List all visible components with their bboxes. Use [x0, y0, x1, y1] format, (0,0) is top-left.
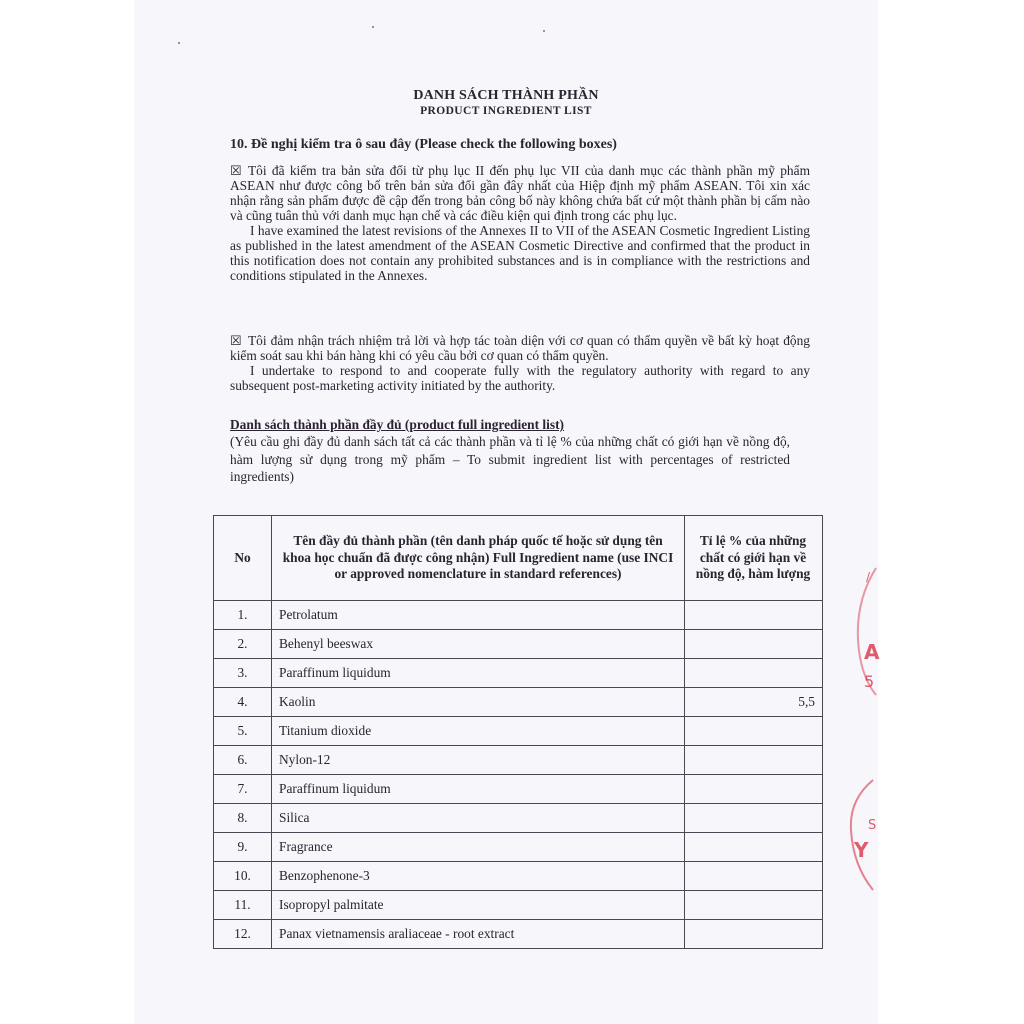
row-number: 12.: [214, 920, 272, 949]
ingredient-name: Silica: [272, 804, 685, 833]
row-number: 2.: [214, 630, 272, 659]
ingredient-percent: [685, 891, 823, 920]
ingredient-table: [213, 515, 823, 949]
table-row: [214, 717, 823, 746]
ingredient-percent: [685, 717, 823, 746]
ingredient-percent: [685, 804, 823, 833]
declaration-1-en: I have examined the latest revisions of the Annexes II to VII of the ASEAN Cosmetic Ingredient Listing as published in the latest amendment of the ASEAN Cosmetic Directive and confirmed that the product in this notification does not contain any prohibited substances and is in compliance with the restrictions and conditions stipulated in the Annexes.: [230, 223, 810, 283]
table-row: [214, 659, 823, 688]
scan-speck: [372, 26, 374, 28]
scan-speck: [543, 30, 545, 32]
col-header-name: Tên đầy đủ thành phần (tên danh pháp quốc tế hoặc sử dụng tên khoa học chuẩn đã được công nhận) Full Ingredient name (use INCI or approved nomenclature in standard references): [272, 516, 685, 601]
declaration-1-vi: Tôi đã kiểm tra bản sửa đổi từ phụ lục II đến phụ lục VII của danh mục các thành phần mỹ phẩm ASEAN như được công bố trên bản sửa đổi gần đây nhất của Hiệp định mỹ phẩm ASEAN. Tôi xin xác nhận rằng sản phẩm được đề cập đến trong bản công bố này không chứa bất cứ một thành phần bị cấm nào và cũng tuân thủ với danh mục hạn chế và các điều kiện qui định trong các phụ lục.: [230, 163, 810, 223]
ingredient-percent: [685, 659, 823, 688]
row-number: 10.: [214, 862, 272, 891]
table-row: [214, 630, 823, 659]
col-header-no: No: [214, 516, 272, 601]
table-row: [214, 891, 823, 920]
doc-title-vi: DANH SÁCH THÀNH PHẦN: [413, 88, 599, 103]
table-row: [214, 775, 823, 804]
checkbox-2[interactable]: ☒: [230, 333, 242, 348]
full-list-heading: Danh sách thành phần đầy đủ (product full ingredient list): [230, 417, 564, 432]
stamp-text: S: [868, 818, 877, 833]
ingredient-name: Nylon-12: [272, 746, 685, 775]
stamp-ring: [845, 770, 875, 900]
row-number: 11.: [214, 891, 272, 920]
table-row: [214, 601, 823, 630]
stamp-ring: [850, 560, 878, 700]
ingredient-name: Fragrance: [272, 833, 685, 862]
stamp-text: /: [866, 570, 871, 584]
ingredient-name: Paraffinum liquidum: [272, 659, 685, 688]
section-10-heading: 10. Đề nghị kiểm tra ô sau đây (Please check the following boxes): [230, 137, 617, 152]
full-list-note: (Yêu cầu ghi đầy đủ danh sách tất cả các thành phần và tỉ lệ % của những chất có giới hạn về nồng độ, hàm lượng sử dụng trong mỹ phẩm – To submit ingredient list with percentages of restricted ingredients): [230, 434, 790, 484]
ingredient-percent: [685, 601, 823, 630]
ingredient-name: Kaolin: [272, 688, 685, 717]
declaration-2-vi: Tôi đảm nhận trách nhiệm trả lời và hợp tác toàn diện với cơ quan có thẩm quyền về bất kỳ hoạt động kiểm soát sau khi bán hàng khi có yêu cầu bởi cơ quan có thẩm quyền.: [230, 333, 810, 363]
ingredient-percent: [685, 775, 823, 804]
declaration-2: [230, 333, 810, 393]
table-row: [214, 862, 823, 891]
ingredient-name: Paraffinum liquidum: [272, 775, 685, 804]
ingredient-name: Titanium dioxide: [272, 717, 685, 746]
ingredient-percent: [685, 862, 823, 891]
row-number: 5.: [214, 717, 272, 746]
stamp-text: 5: [864, 672, 875, 691]
ingredient-percent: [685, 746, 823, 775]
ingredient-percent: 5,5: [685, 688, 823, 717]
ingredient-name: Benzophenone-3: [272, 862, 685, 891]
row-number: 9.: [214, 833, 272, 862]
table-row: [214, 920, 823, 949]
row-number: 1.: [214, 601, 272, 630]
ingredient-percent: [685, 833, 823, 862]
stamp-text: A: [864, 640, 880, 664]
row-number: 8.: [214, 804, 272, 833]
scan-speck: [178, 42, 180, 44]
ingredient-percent: [685, 630, 823, 659]
row-number: 6.: [214, 746, 272, 775]
col-header-pct: Tỉ lệ % của những chất có giới hạn về nồng độ, hàm lượng: [685, 516, 823, 601]
table-row: [214, 746, 823, 775]
table-row: [214, 833, 823, 862]
declaration-2-en: I undertake to respond to and cooperate fully with the regulatory authority with regard to any subsequent post-marketing activity initiated by the authority.: [230, 363, 810, 393]
table-header-row: [214, 516, 823, 601]
checkbox-1[interactable]: ☒: [230, 163, 242, 178]
ingredient-name: Petrolatum: [272, 601, 685, 630]
row-number: 4.: [214, 688, 272, 717]
row-number: 3.: [214, 659, 272, 688]
stamp-text: Y: [854, 838, 869, 862]
ingredient-name: Isopropyl palmitate: [272, 891, 685, 920]
ingredient-name: Panax vietnamensis araliaceae - root extract: [272, 920, 685, 949]
ingredient-percent: [685, 920, 823, 949]
table-row: [214, 688, 823, 717]
declaration-1: [230, 163, 810, 283]
row-number: 7.: [214, 775, 272, 804]
doc-title-en: PRODUCT INGREDIENT LIST: [420, 105, 592, 117]
table-row: [214, 804, 823, 833]
ingredient-name: Behenyl beeswax: [272, 630, 685, 659]
